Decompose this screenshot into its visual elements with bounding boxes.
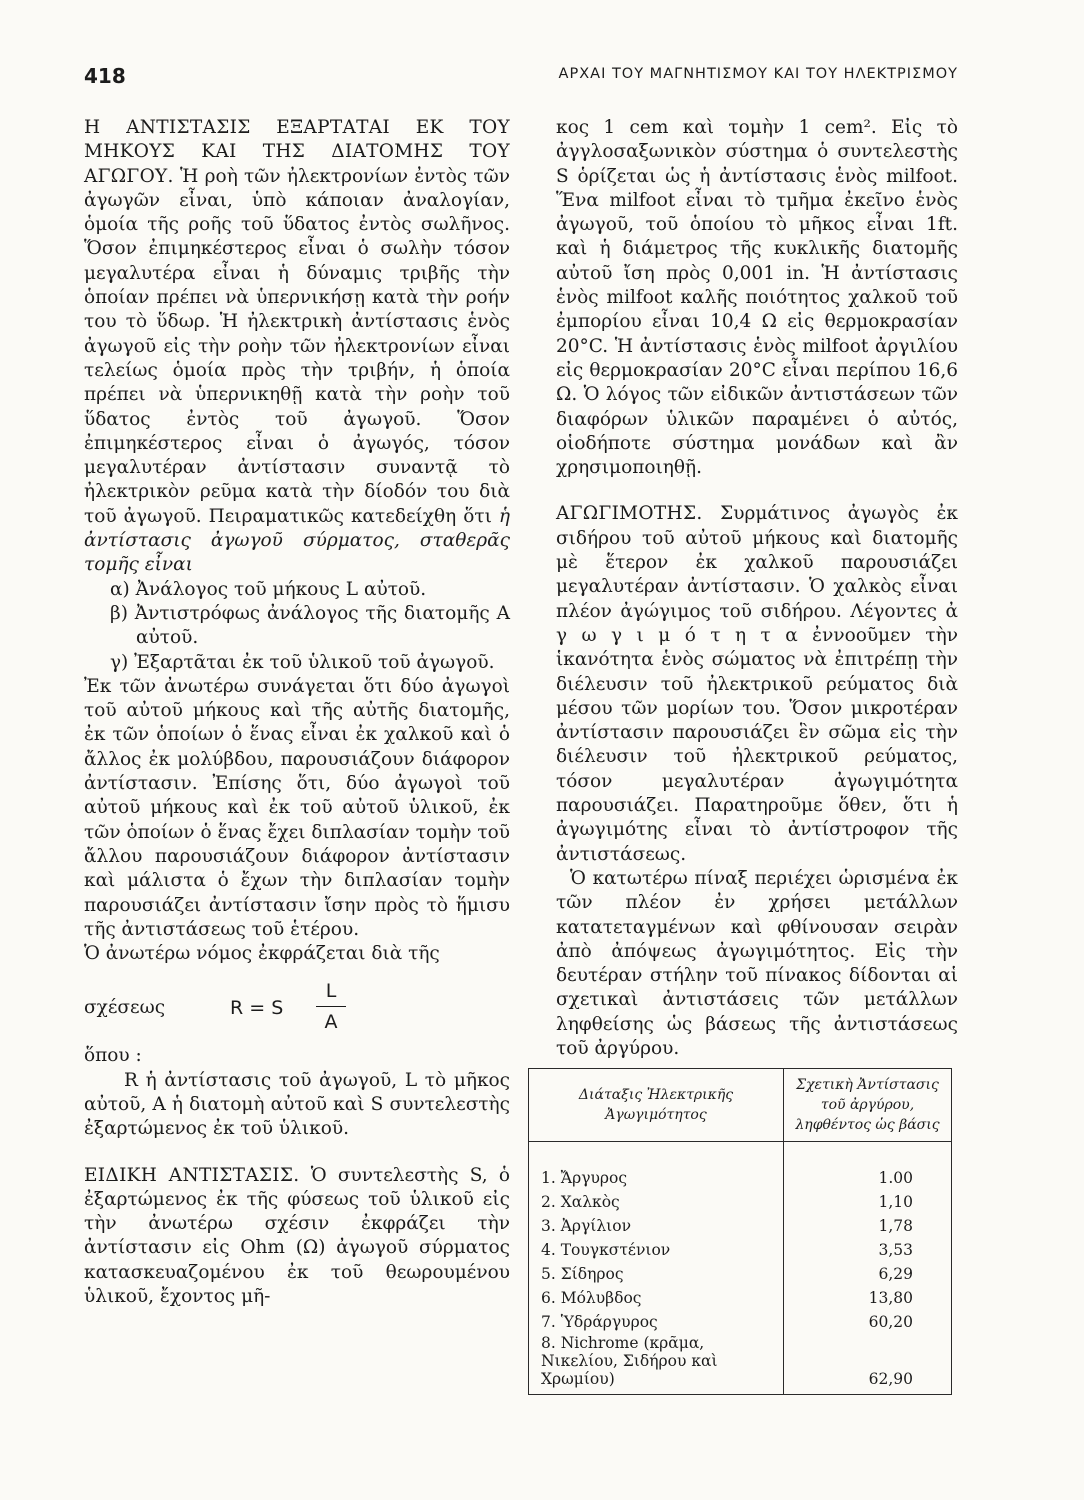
table-row: [529, 1190, 952, 1214]
table-row: [529, 1214, 952, 1238]
table-row: [529, 1142, 952, 1191]
table-row: [529, 1334, 952, 1395]
table-header-relative-resistance: Σχετικὴ Ἀντίστασις τοῦ ἀργύρου, ληφθέντος ὡς βάσις: [784, 1069, 952, 1142]
metal-name: 3. Ἀργίλιον: [529, 1214, 784, 1238]
relative-resistance: 1,78: [784, 1214, 952, 1238]
page-number: 418: [84, 64, 126, 88]
metal-name: 6. Μόλυβδος: [529, 1286, 784, 1310]
relative-resistance: 13,80: [784, 1286, 952, 1310]
relative-resistance: 1,10: [784, 1190, 952, 1214]
paragraph-law: Ὁ ἀνωτέρω νόμος ἐκφράζεται διὰ τῆς: [84, 943, 440, 965]
section-heading-length-area: Η ΑΝΤΙΣΤΑΣΙΣ ΕΞΑΡΤΑΤΑΙ ΕΚ ΤΟΥ ΜΗΚΟΥΣ ΚΑΙ ΤΗΣ ΔΙΑΤΟΜΗΣ ΤΟΥ ΑΓΩΓΟΥ.: [84, 117, 510, 187]
paragraph-text: Ἡ ροὴ τῶν ἠλεκτρονίων ἐντὸς τῶν ἀγωγῶν εἶναι, ὑπὸ κάποιαν ἀναλογίαν, ὁμοία τῆς ροῆς τοῦ ὕδατος ἐντὸς σωλῆνος. Ὅσον ἐπιμηκέστερος εἶναι ὁ σωλὴν τόσον μεγαλυτέρα εἶναι ἡ δύναμις τριβῆς τὴν ὁποίαν πρέπει νὰ ὑπερνικήσῃ κατὰ τὴν ροήν του τὸ ὕδωρ. Ἡ ἠλεκτρικὴ ἀντίστασις ἑνὸς ἀγωγοῦ εἰς τὴν ροὴν τῶν ἠλεκτρονίων εἶναι τελείως ὁμοία πρὸς τὴν τριβήν, ἡ ὁποία πρέπει νὰ ὑπερνικηθῇ κατὰ τὴν ροὴν τοῦ ὕδατος ἐντὸς τοῦ ἀγωγοῦ. Ὅσον ἐπιμηκέστερος εἶναι ὁ ἀγωγός, τόσον μεγαλυτέραν ἀντίστασιν συναντᾷ τὸ ἠλεκτρικὸν ρεῦμα κατὰ τὴν δίοδόν του διὰ τοῦ ἀγωγοῦ. Πειραματικῶς κατεδείχθη ὅτι: [84, 165, 510, 527]
table-header-order: Διάταξις Ἠλεκτρικῆς Ἀγωγιμότητος: [529, 1069, 784, 1142]
metal-name: 5. Σίδηρος: [529, 1262, 784, 1286]
relative-resistance: 60,20: [784, 1310, 952, 1334]
resistance-formula: [84, 978, 510, 1038]
relative-resistance: 62,90: [784, 1334, 952, 1395]
formula-label: σχέσεως: [84, 997, 166, 1019]
paragraph-milfoot: κος 1 cem καὶ τομὴν 1 cem². Εἰς τὸ ἀγγλοσαξωνικὸν σύστημα ὁ συντελεστὴς S ὁρίζεται ὡς ἡ ἀντίστασις ἑνὸς milfoot. Ἕνα milfoot εἶναι τὸ τμῆμα ἐκεῖνο ἑνὸς ἀγωγοῦ, τοῦ ὁποίου τὸ μῆκος εἶναι 1ft. καὶ ἡ διάμετρος τῆς κυκλικῆς διατομῆς αὐτοῦ ἴση πρὸς 0,001 in. Ἡ ἀντίστασις ἑνὸς milfoot καλῆς ποιότητος χαλκοῦ τοῦ ἐμπορίου εἶναι 10,4 Ω εἰς θερμοκρασίαν 20°C. Ἡ ἀντίστασις ἑνὸς milfoot ἀργιλίου εἰς θερμοκρασίαν 20°C εἶναι περίπου 16,6 Ω. Ὁ λόγος τῶν εἰδικῶν ἀντιστάσεων τῶν διαφόρων ὑλικῶν παραμένει ὁ αὐτός, οἱοδήποτε σύστημα μονάδων καὶ ἂν χρησιμοποιηθῇ.: [556, 117, 958, 479]
table-header-row: [529, 1069, 952, 1142]
right-column: [556, 116, 958, 1061]
section-heading-specific-resistance: ΕΙΔΙΚΗ ΑΝΤΙΣΤΑΣΙΣ.: [84, 1164, 300, 1186]
where-label: ὅπου :: [84, 1045, 142, 1067]
metal-name: 7. Ὑδράργυρος: [529, 1310, 784, 1334]
formula-numerator: L: [325, 980, 337, 1003]
relative-resistance: 1.00: [784, 1142, 952, 1191]
paragraph-text: Συρμάτινος ἀγωγὸς ἐκ σιδήρου τοῦ αὐτοῦ μήκους καὶ διατομῆς μὲ ἕτερον ἐκ χαλκοῦ παρουσιάζει μεγαλυτέραν ἀντίστασιν. Ὁ χαλκὸς εἶναι πλέον ἀγώγιμος τοῦ σιδήρου. Λέγοντες ἀ γ ω γ ι μ ό τ η τ α ἐννοοῦμεν τὴν ἱκανότητα ἑνὸς σώματος νὰ ἐπιτρέπῃ τὴν διέλευσιν τοῦ ἠλεκτρικοῦ ρεύματος διὰ μέσου τῶν μορίων του. Ὅσον μικροτέραν ἀντίστασιν παρουσιάζει ἓν σῶμα εἰς τὴν διέλευσιν τοῦ ἠλεκτρικοῦ ρεύματος, τόσον μεγαλυτέραν ἀγωγιμότητα παρουσιάζει. Παρατηροῦμε ὅθεν, ὅτι ἡ ἀγωγιμότης εἶναι τὸ ἀντίστροφον τῆς ἀντιστάσεως.: [556, 503, 958, 865]
table-row: [529, 1286, 952, 1310]
page-header: [84, 64, 958, 92]
table-row: [529, 1262, 952, 1286]
formula-fraction: [316, 978, 346, 1035]
metal-name: 2. Χαλκὸς: [529, 1190, 784, 1214]
list-item-b: β) Ἀντιστρόφως ἀνάλογος τῆς διατομῆς A αὐτοῦ.: [110, 602, 510, 649]
list-item-a: α) Ἀνάλογος τοῦ μήκους L αὐτοῦ.: [110, 578, 427, 600]
paragraph-conductivity: [556, 502, 958, 866]
paragraph-variables: R ἡ ἀντίστασις τοῦ ἀγωγοῦ, L τὸ μῆκος αὐτοῦ, A ἡ διατομὴ αὐτοῦ καὶ S συντελεστὴς ἐξαρτώμενος ἐκ τοῦ ὑλικοῦ.: [84, 1069, 510, 1140]
left-column: [84, 116, 510, 1309]
metal-name: 8. Nichrome (κρᾶμα, Νικελίου, Σιδήρου καὶ Χρωμίου): [529, 1334, 784, 1395]
metal-name: 4. Τουγκστένιον: [529, 1238, 784, 1262]
metal-name: 1. Ἄργυρος: [529, 1142, 784, 1191]
table-row: [529, 1238, 952, 1262]
relative-resistance: 3,53: [784, 1238, 952, 1262]
italic-statement: ἡ ἀντίστασις ἀγωγοῦ σύρματος, σταθερᾶς τομῆς εἶναι: [84, 505, 510, 576]
section-heading-conductivity: ΑΓΩΓΙΜΟΤΗΣ.: [556, 503, 703, 525]
paragraph-specific-resistance: [84, 1164, 510, 1310]
paragraph-text: Ὁ συντελεστὴς S, ὁ ἐξαρτώμενος ἐκ τῆς φύσεως τοῦ ὑλικοῦ εἰς τὴν ἀνωτέρω σχέσιν ἐκφράζει τὴν ἀντίστασιν εἰς Ohm (Ω) ἀγωγοῦ σύρματος κατασκευαζομένου ἐκ τοῦ θεωρουμένου ὑλικοῦ, ἔχοντος μῆ-: [84, 1164, 510, 1308]
resistance-table: [528, 1068, 952, 1395]
list-item-c: γ) Ἐξαρτᾶται ἐκ τοῦ ὑλικοῦ τοῦ ἀγωγοῦ.: [110, 651, 495, 673]
formula-lhs: R = S: [230, 997, 284, 1020]
paragraph-conclusion: Ἐκ τῶν ἀνωτέρω συνάγεται ὅτι δύο ἀγωγοὶ τοῦ αὐτοῦ μήκους καὶ τῆς αὐτῆς διατομῆς, ἐκ τῶν ὁποίων ὁ ἕνας εἶναι ἐκ χαλκοῦ καὶ ὁ ἄλλος ἐκ μολύβδου, παρουσιάζουν διάφορον ἀντίστασιν. Ἐπίσης ὅτι, δύο ἀγωγοὶ τοῦ αὐτοῦ μήκους καὶ ἐκ τοῦ αὐτοῦ ὑλικοῦ, ἐκ τῶν ὁποίων ὁ ἕνας ἔχει διπλασίαν τομὴν τοῦ ἄλλου παρουσιάζουν διάφορον ἀντίστασιν καὶ μάλιστα ὁ ἔχων τὴν διπλασίαν τομὴν παρουσιάζει ἀντίστασιν ἴσην πρὸς τὸ ἥμισυ τῆς ἀντιστάσεως τοῦ ἑτέρου.: [84, 675, 510, 940]
relative-resistance: 6,29: [784, 1262, 952, 1286]
fraction-bar: [316, 1006, 346, 1007]
running-title: ΑΡΧΑΙ ΤΟΥ ΜΑΓΝΗΤΙΣΜΟΥ ΚΑΙ ΤΟΥ ΗΛΕΚΤΡΙΣΜΟΥ: [558, 66, 958, 82]
table-row: [529, 1310, 952, 1334]
paragraph-table-intro: Ὁ κατωτέρω πίναξ περιέχει ὡρισμένα ἐκ τῶν πλέον ἐν χρήσει μετάλλων κατατεταγμένων καὶ φθίνουσαν σειρὰν ἀπὸ ἀπόψεως ἀγωγιμότητος. Εἰς τὴν δευτέραν στήλην τοῦ πίνακος δίδονται αἱ σχετικαὶ ἀντιστάσεις τῶν μετάλλων ληφθείσης ὡς βάσεως τῆς ἀντιστάσεως τοῦ ἀργύρου.: [556, 867, 958, 1059]
paragraph-resistance-length: [84, 116, 510, 578]
formula-denominator: A: [324, 1011, 338, 1034]
